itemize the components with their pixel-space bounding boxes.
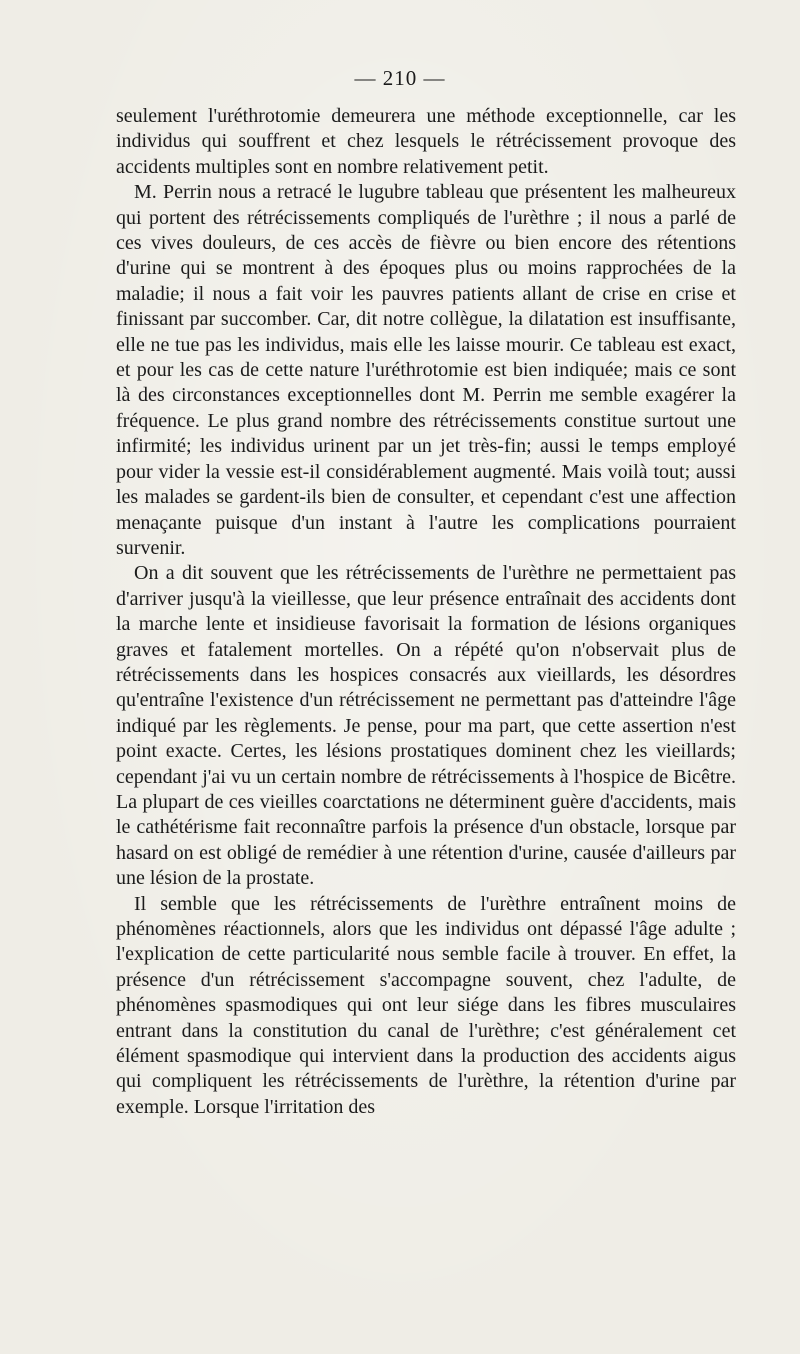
paragraph-4: Il semble que les rétrécissements de l'urèthre entraînent moins de phénomènes réactionnels, alors que les individus ont dépassé l'âge adulte ; l'explication de cette particularité nous semble facile à trouver. En effet, la présence d'un rétrécissement s'accompagne souvent, chez l'adulte, de phénomènes spasmodiques qui ont leur siége dans les fibres musculaires entrant dans la constitution du canal de l'urèthre; c'est généralement cet élément spasmodique qui intervient dans la production des accidents aigus qui compliquent les rétrécissements de l'urèthre, la rétention d'urine par exemple. Lorsque l'irritation des [116,892,736,1118]
paragraph-1: seulement l'uréthrotomie demeurera une méthode exceptionnelle, car les individus qui souffrent et chez lesquels le rétrécissement provoque des accidents multiples sont en nombre relativement petit. [116,105,736,178]
paragraph-2: M. Perrin nous a retracé le lugubre tableau que présentent les malheureux qui portent des rétrécissements compliqués de l'urèthre ; il nous a parlé de ces vives douleurs, de ces accès de fièvre ou bien encore des rétentions d'urine qui se montrent à des époques plus ou moins rapprochées de la maladie; il nous a fait voir les pauvres patients allant de crise en crise et finissant par succomber. Car, dit notre collègue, la dilatation est insuffisante, elle ne tue pas les individus, mais elle les laisse mourir. Ce tableau est exact, et pour les cas de cette nature l'uréthrotomie est bien indiquée; mais ce sont là des circonstances exceptionnelles dont M. Perrin me semble exagérer la fréquence. Le plus grand nombre des rétrécissements constitue surtout une infirmité; les individus urinent par un jet très-fin; aussi le temps employé pour vider la vessie est-il considérablement augmenté. Mais voilà tout; aussi les malades se gardent-ils bien de consulter, et cependant c'est une affection menaçante puisque d'un instant à l'autre les complications pourraient survenir. [116,181,736,559]
body-text [116,104,736,1120]
paragraph-3: On a dit souvent que les rétrécissements de l'urèthre ne permettaient pas d'arriver jusqu'à la vieillesse, que leur présence entraînait des accidents dont la marche lente et insidieuse favorisait la formation de lésions organiques graves et fatalement mortelles. On a répété qu'on n'observait plus de rétrécissements dans les hospices consacrés aux vieillards, les désordres qu'entraîne l'existence d'un rétrécissement ne permettant pas d'atteindre l'âge indiqué par les règlements. Je pense, pour ma part, que cette assertion n'est point exacte. Certes, les lésions prostatiques dominent chez les vieillards; cependant j'ai vu un certain nombre de rétrécissements à l'hospice de Bicêtre. La plupart de ces vieilles coarctations ne déterminent guère d'accidents, mais le cathétérisme fait reconnaître parfois la présence d'un obstacle, lorsque par hasard on est obligé de remédier à une rétention d'urine, causée d'ailleurs par une lésion de la prostate. [116,562,736,890]
page-number: — 210 — [354,66,446,90]
